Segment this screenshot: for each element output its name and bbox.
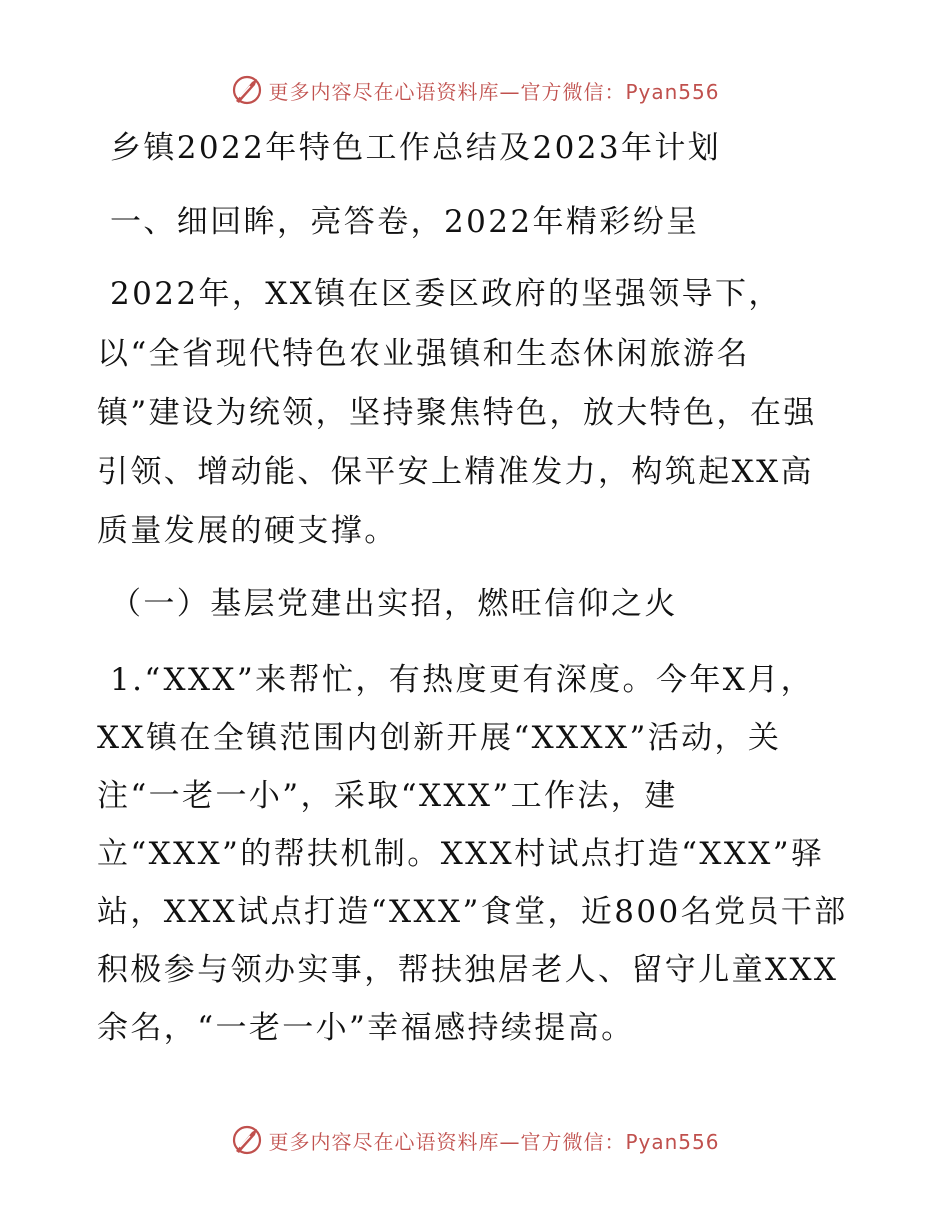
watermark-banner-top [0,70,950,110]
paragraph-line: 立“XXX”的帮扶机制。XXX村试点打造“XXX”驿 [97,836,825,872]
paragraph-line: 站，XXX试点打造“XXX”食堂，近800名党员干部 [97,894,848,930]
pen-feather-logo-icon [230,73,264,107]
watermark-banner-bottom [0,1120,950,1160]
paragraph-line: 2022年，XX镇在区委区政府的坚强领导下， [110,276,782,312]
paragraph-line: 镇”建设为统领，坚持聚焦特色，放大特色，在强 [97,395,817,431]
paragraph-line: 余名，“一老一小”幸福感持续提高。 [97,1010,635,1046]
paragraph-line: XX镇在全镇范围内创新开展“XXXX”活动，关 [97,720,782,756]
paragraph-line: 1.“XXX”来帮忙，有热度更有深度。今年X月， [110,662,815,698]
paragraph-line: 积极参与领办实事，帮扶独居老人、留守儿童XXX [97,952,839,988]
subsection-heading: （一）基层党建出实招，燃旺信仰之火 [110,586,678,622]
document-title: 乡镇2022年特色工作总结及2023年计划 [110,130,722,166]
section-heading: 一、细回眸，亮答卷，2022年精彩纷呈 [110,204,700,240]
paragraph-line: 质量发展的硬支撑。 [97,513,398,549]
watermark-text: 更多内容尽在心语资料库—官方微信：Pyan556 [268,1129,720,1154]
paragraph-line: 以“全省现代特色农业强镇和生态休闲旅游名 [97,336,750,372]
watermark-text: 更多内容尽在心语资料库—官方微信：Pyan556 [268,79,720,104]
paragraph-line: 注“一老一小”，采取“XXX”工作法，建 [97,778,678,814]
pen-feather-logo-icon [230,1123,264,1157]
paragraph-line: 引领、增动能、保平安上精准发力，构筑起XX高 [97,454,814,490]
